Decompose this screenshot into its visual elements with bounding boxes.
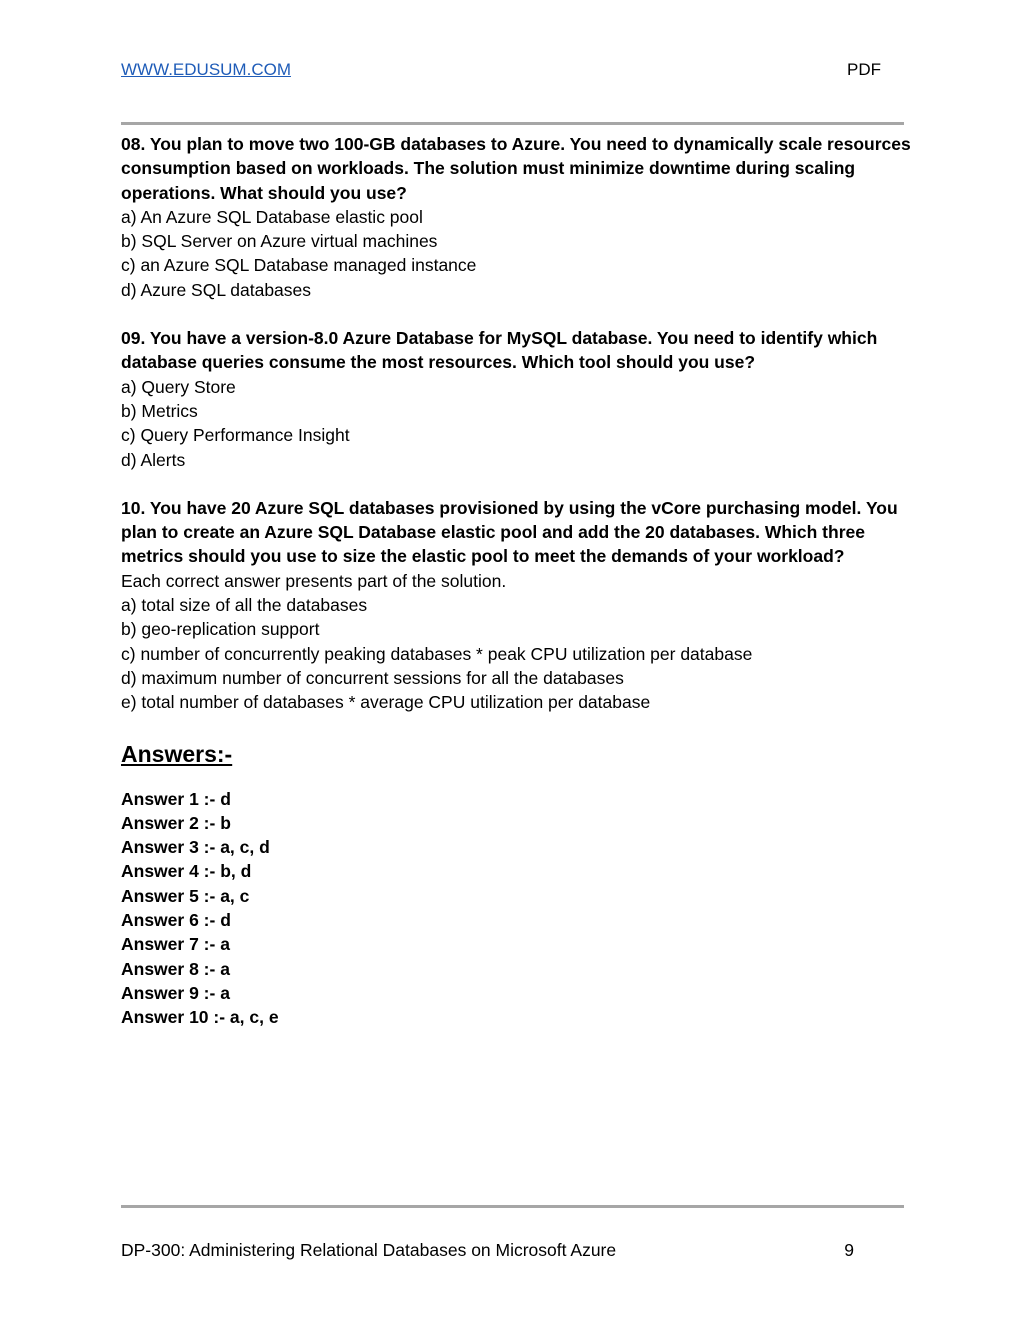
header-divider	[121, 122, 904, 125]
option-d: d) Alerts	[121, 449, 186, 470]
answer-item: Answer 4 :- b, d	[121, 861, 252, 882]
option-a: a) total size of all the databases	[121, 595, 368, 616]
question-08	[121, 132, 911, 302]
answer-item: Answer 2 :- b	[121, 812, 231, 833]
option-b: b) Metrics	[121, 400, 198, 421]
page-header	[121, 60, 881, 84]
option-b: b) SQL Server on Azure virtual machines	[121, 231, 438, 252]
answer-item: Answer 1 :- d	[121, 788, 231, 809]
question-note: Each correct answer presents part of the solution.	[121, 570, 507, 591]
option-e: e) total number of databases * average CPU utilization per database	[121, 692, 651, 713]
question-text: 09. You have a version-8.0 Azure Database for MySQL database. You need to identify which database queries consume the most resources. Which tool should you use?	[121, 328, 878, 373]
answer-item: Answer 5 :- a, c	[121, 885, 250, 906]
answer-item: Answer 6 :- d	[121, 910, 231, 931]
page-footer	[121, 1240, 854, 1264]
header-label: PDF	[847, 60, 881, 79]
question-10	[121, 496, 911, 715]
question-text: 10. You have 20 Azure SQL databases provisioned by using the vCore purchasing model. You plan to create an Azure SQL Database elastic pool and add the 20 databases. Which three metrics should you use to size the elastic pool to meet the demands of your workload?	[121, 497, 898, 567]
page-content	[121, 132, 911, 1030]
answers-section	[121, 739, 911, 1030]
question-09	[121, 326, 911, 472]
footer-divider	[121, 1205, 904, 1208]
page-number: 9	[844, 1240, 854, 1260]
option-a: a) An Azure SQL Database elastic pool	[121, 206, 423, 227]
option-c: c) Query Performance Insight	[121, 425, 350, 446]
option-d: d) Azure SQL databases	[121, 279, 312, 300]
answer-item: Answer 10 :- a, c, e	[121, 1007, 279, 1028]
answers-title: Answers:-	[121, 740, 233, 767]
answer-item: Answer 9 :- a	[121, 982, 230, 1003]
footer-title: DP-300: Administering Relational Databases on Microsoft Azure	[121, 1240, 617, 1260]
answer-item: Answer 7 :- a	[121, 934, 230, 955]
option-c: c) an Azure SQL Database managed instance	[121, 255, 477, 276]
option-b: b) geo-replication support	[121, 619, 320, 640]
answer-item: Answer 3 :- a, c, d	[121, 837, 270, 858]
answer-item: Answer 8 :- a	[121, 958, 230, 979]
question-text: 08. You plan to move two 100-GB databases to Azure. You need to dynamically scale resources consumption based on workloads. The solution must minimize downtime during scaling operations. What should you use?	[121, 134, 911, 203]
option-c: c) number of concurrently peaking databases * peak CPU utilization per database	[121, 643, 753, 664]
option-d: d) maximum number of concurrent sessions for all the databases	[121, 667, 624, 688]
site-link[interactable]: WWW.EDUSUM.COM	[121, 60, 291, 79]
option-a: a) Query Store	[121, 376, 236, 397]
